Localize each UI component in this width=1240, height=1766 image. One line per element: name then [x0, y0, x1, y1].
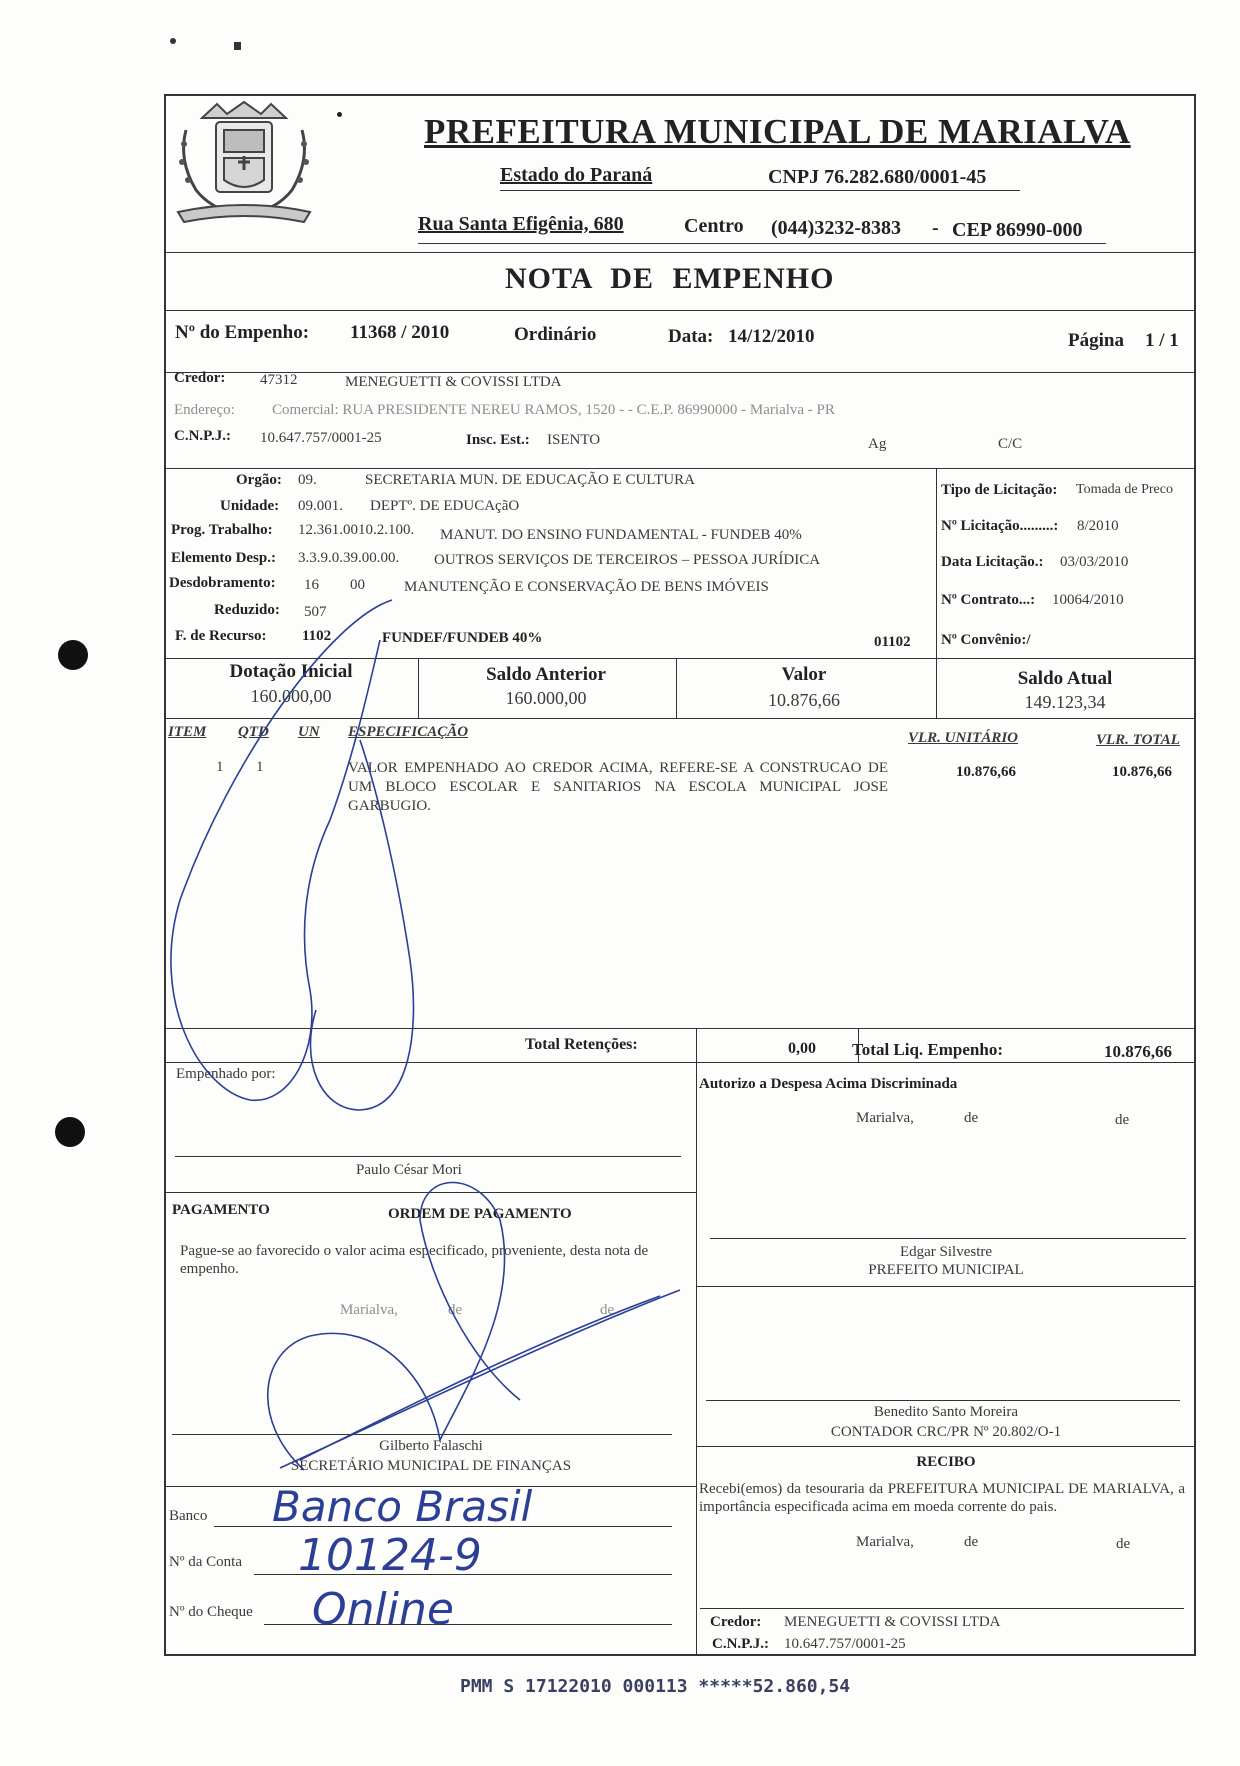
endereco-rua: Rua Santa Efigênia, 680 — [418, 213, 624, 235]
prefeito-cargo: PREFEITO MUNICIPAL — [868, 1262, 1024, 1278]
cep-prefeitura: CEP 86990-000 — [952, 219, 1083, 241]
recibo-credor-label: Credor: — [710, 1614, 762, 1630]
empenho-tipo: Ordinário — [514, 324, 597, 345]
recibo-credor: MENEGUETTI & COVISSI LTDA — [784, 1614, 1001, 1630]
empenho-data: 14/12/2010 — [728, 326, 815, 347]
elemento-codigo: 3.3.9.0.39.00.00. — [298, 550, 400, 566]
item-vlr-total: 10.876,66 — [1112, 764, 1172, 780]
empenho-data-label: Data: — [668, 326, 714, 347]
signature-stroke-5 — [280, 1290, 680, 1468]
unidade-label: Unidade: — [220, 498, 280, 514]
credor-agencia: Ag — [868, 436, 887, 452]
recibo-cnpj: 10.647.757/0001-25 — [784, 1636, 906, 1652]
pagina-number: 1 / 1 — [1145, 330, 1179, 351]
credor-endereco-label: Endereço: — [174, 402, 235, 418]
pagamento-de-2: de — [600, 1302, 615, 1318]
recurso-codigo: 1102 — [302, 628, 332, 644]
credor-conta-corrente: C/C — [998, 436, 1023, 452]
empenho-number-label: Nº do Empenho: — [175, 322, 310, 343]
pagina-label: Página — [1068, 330, 1124, 351]
recurso-numero: 01102 — [874, 634, 911, 650]
contador-cargo: CONTADOR CRC/PR Nº 20.802/O-1 — [830, 1424, 1062, 1440]
recurso-nome: FUNDEF/FUNDEB 40% — [382, 630, 543, 646]
orgao-nome: SECRETARIA MUN. DE EDUCAÇÃO E CULTURA — [365, 472, 695, 488]
elemento-label: Elemento Desp.: — [171, 550, 276, 566]
credor-insc-label: Insc. Est.: — [466, 432, 530, 448]
col-qtd: QTD — [238, 724, 269, 740]
saldo-anterior-label: Saldo Anterior — [486, 664, 606, 685]
credor-nome: MENEGUETTI & COVISSI LTDA — [345, 374, 562, 390]
credor-endereco: Comercial: RUA PRESIDENTE NEREU RAMOS, 1520 - - C.E.P. 86990000 - Marialva - PR — [272, 402, 835, 418]
credor-codigo: 47312 — [260, 372, 298, 388]
cnpj-prefeitura: CNPJ 76.282.680/0001-45 — [768, 166, 987, 188]
prog-trabalho-nome: MANUT. DO ENSINO FUNDAMENTAL - FUNDEB 40% — [440, 527, 802, 543]
contador-nome: Benedito Santo Moreira — [873, 1404, 1019, 1420]
empenhado-nome: Paulo César Mori — [356, 1162, 462, 1178]
cheque-handwritten: Online — [312, 1584, 454, 1635]
recibo-de-1: de — [964, 1534, 979, 1550]
ordem-pagamento-label: ORDEM DE PAGAMENTO — [388, 1206, 572, 1222]
recurso-label: F. de Recurso: — [175, 628, 267, 644]
credor-label: Credor: — [174, 370, 226, 386]
total-retencoes-valor: 0,00 — [788, 1040, 816, 1057]
licitacao-data: 03/03/2010 — [1060, 554, 1129, 570]
unidade-nome: DEPTº. DE EDUCAçãO — [370, 498, 520, 514]
licitacao-data-label: Data Licitação.: — [941, 554, 1044, 570]
recibo-de-2: de — [1116, 1536, 1131, 1552]
secretario-cargo: SECRETÁRIO MUNICIPAL DE FINANÇAS — [290, 1458, 572, 1474]
valor-label: Valor — [781, 664, 827, 685]
conta-handwritten: 10124-9 — [298, 1530, 482, 1581]
prefeitura-title: PREFEITURA MUNICIPAL DE MARIALVA — [424, 112, 1131, 151]
signature-loop-3 — [268, 1183, 520, 1471]
total-retencoes-label: Total Retenções: — [525, 1036, 638, 1053]
estado: Estado do Paraná — [500, 164, 653, 186]
licitacao-tipo: Tomada de Preco — [1076, 482, 1173, 497]
recibo-local: Marialva, — [856, 1534, 914, 1550]
unidade-codigo: 09.001. — [298, 498, 343, 514]
autorizo-de-2: de — [1115, 1112, 1130, 1128]
item-vlr-unitario: 10.876,66 — [956, 764, 1016, 780]
recibo-cnpj-label: C.N.P.J.: — [712, 1636, 769, 1652]
orgao-codigo: 09. — [298, 472, 317, 488]
col-vlr-unitario: VLR. UNITÁRIO — [908, 730, 1019, 746]
saldo-atual-label: Saldo Atual — [1017, 668, 1113, 689]
desdobramento-codigo-2: 00 — [350, 577, 365, 593]
pagamento-texto: Pague-se ao favorecido o valor acima especificado, proveniente, desta nota de empenho. — [180, 1243, 649, 1277]
autorizo-local: Marialva, — [856, 1110, 914, 1126]
cash-register-stamp: PMM S 17122010 000113 *****52.860,54 — [460, 1676, 851, 1697]
orgao-label: Orgão: — [236, 472, 282, 488]
contrato-numero: 10064/2010 — [1052, 592, 1124, 608]
saldo-anterior-valor: 160.000,00 — [505, 688, 587, 708]
col-vlr-total: VLR. TOTAL — [1096, 732, 1180, 748]
signature-loop-2 — [310, 740, 413, 1110]
banco-label: Banco — [169, 1508, 208, 1524]
recibo-label: RECIBO — [916, 1454, 976, 1470]
secretario-nome: Gilberto Falaschi — [379, 1438, 483, 1454]
empenho-number: 11368 / 2010 — [350, 322, 450, 343]
dotacao-inicial-valor: 160.000,00 — [250, 686, 332, 706]
item-numero: 1 — [216, 759, 224, 775]
desdobramento-nome: MANUTENÇÃO E CONSERVAÇÃO DE BENS IMÓVEIS — [404, 579, 769, 595]
total-liquido-valor: 10.876,66 — [1104, 1042, 1172, 1061]
credor-cnpj: 10.647.757/0001-25 — [260, 430, 382, 446]
prog-trabalho-label: Prog. Trabalho: — [171, 522, 273, 538]
reduzido-label: Reduzido: — [214, 602, 280, 618]
col-un: UN — [298, 724, 320, 740]
item-especificacao: VALOR EMPENHADO AO CREDOR ACIMA, REFERE-SE A CONSTRUCAO DE UM BLOCO ESCOLAR E SANITARIOS NA ESCOLA MUNICIPAL JOSE GARBUGIO. — [348, 760, 888, 814]
credor-cnpj-label: C.N.P.J.: — [174, 428, 231, 444]
cheque-label: Nº do Cheque — [169, 1604, 253, 1620]
empenhado-por-label: Empenhado por: — [176, 1066, 276, 1082]
dotacao-inicial-label: Dotação Inicial — [229, 661, 353, 682]
col-item: ITEM — [168, 724, 207, 740]
convenio-label: Nº Convênio:/ — [941, 632, 1031, 648]
telefone: (044)3232-8383 — [771, 217, 901, 239]
prog-trabalho-codigo: 12.361.0010.2.100. — [298, 522, 415, 538]
licitacao-tipo-label: Tipo de Licitação: — [941, 482, 1058, 498]
endereco-centro: Centro — [684, 215, 744, 237]
conta-label: Nº da Conta — [169, 1554, 242, 1570]
signature-loop-1 — [171, 600, 392, 1100]
credor-insc: ISENTO — [547, 432, 601, 448]
recibo-texto: Recebi(emos) da tesouraria da PREFEITURA MUNICIPAL DE MARIALVA, a importância especificada acima em moeda corrente do pais. — [699, 1481, 1185, 1515]
pagamento-de-1: de — [448, 1302, 463, 1318]
contrato-label: Nº Contrato...: — [941, 592, 1036, 608]
banco-handwritten: Banco Brasil — [272, 1482, 533, 1531]
elemento-nome: OUTROS SERVIÇOS DE TERCEIROS – PESSOA JURÍDICA — [434, 552, 821, 568]
valor-valor: 10.876,66 — [768, 690, 840, 710]
saldo-atual-valor: 149.123,34 — [1024, 692, 1106, 712]
desdobramento-codigo-1: 16 — [304, 577, 319, 593]
autorizo-de-1: de — [964, 1110, 979, 1126]
total-liquido-label: Total Liq. Empenho: — [852, 1040, 1003, 1059]
prefeito-nome: Edgar Silvestre — [899, 1244, 993, 1260]
pagamento-label: PAGAMENTO — [172, 1202, 270, 1218]
document-title: NOTA DE EMPENHO — [505, 262, 835, 295]
licitacao-numero-label: Nº Licitação.........: — [941, 518, 1059, 534]
licitacao-numero: 8/2010 — [1077, 518, 1119, 534]
autorizo-label: Autorizo a Despesa Acima Discriminada — [699, 1076, 958, 1092]
pagamento-local: Marialva, — [340, 1302, 398, 1318]
col-especificacao: ESPECIFICAÇÃO — [348, 724, 469, 740]
separator: - — [932, 217, 939, 239]
item-qtd: 1 — [256, 759, 264, 775]
reduzido-valor: 507 — [304, 604, 327, 620]
desdobramento-label: Desdobramento: — [169, 575, 276, 591]
